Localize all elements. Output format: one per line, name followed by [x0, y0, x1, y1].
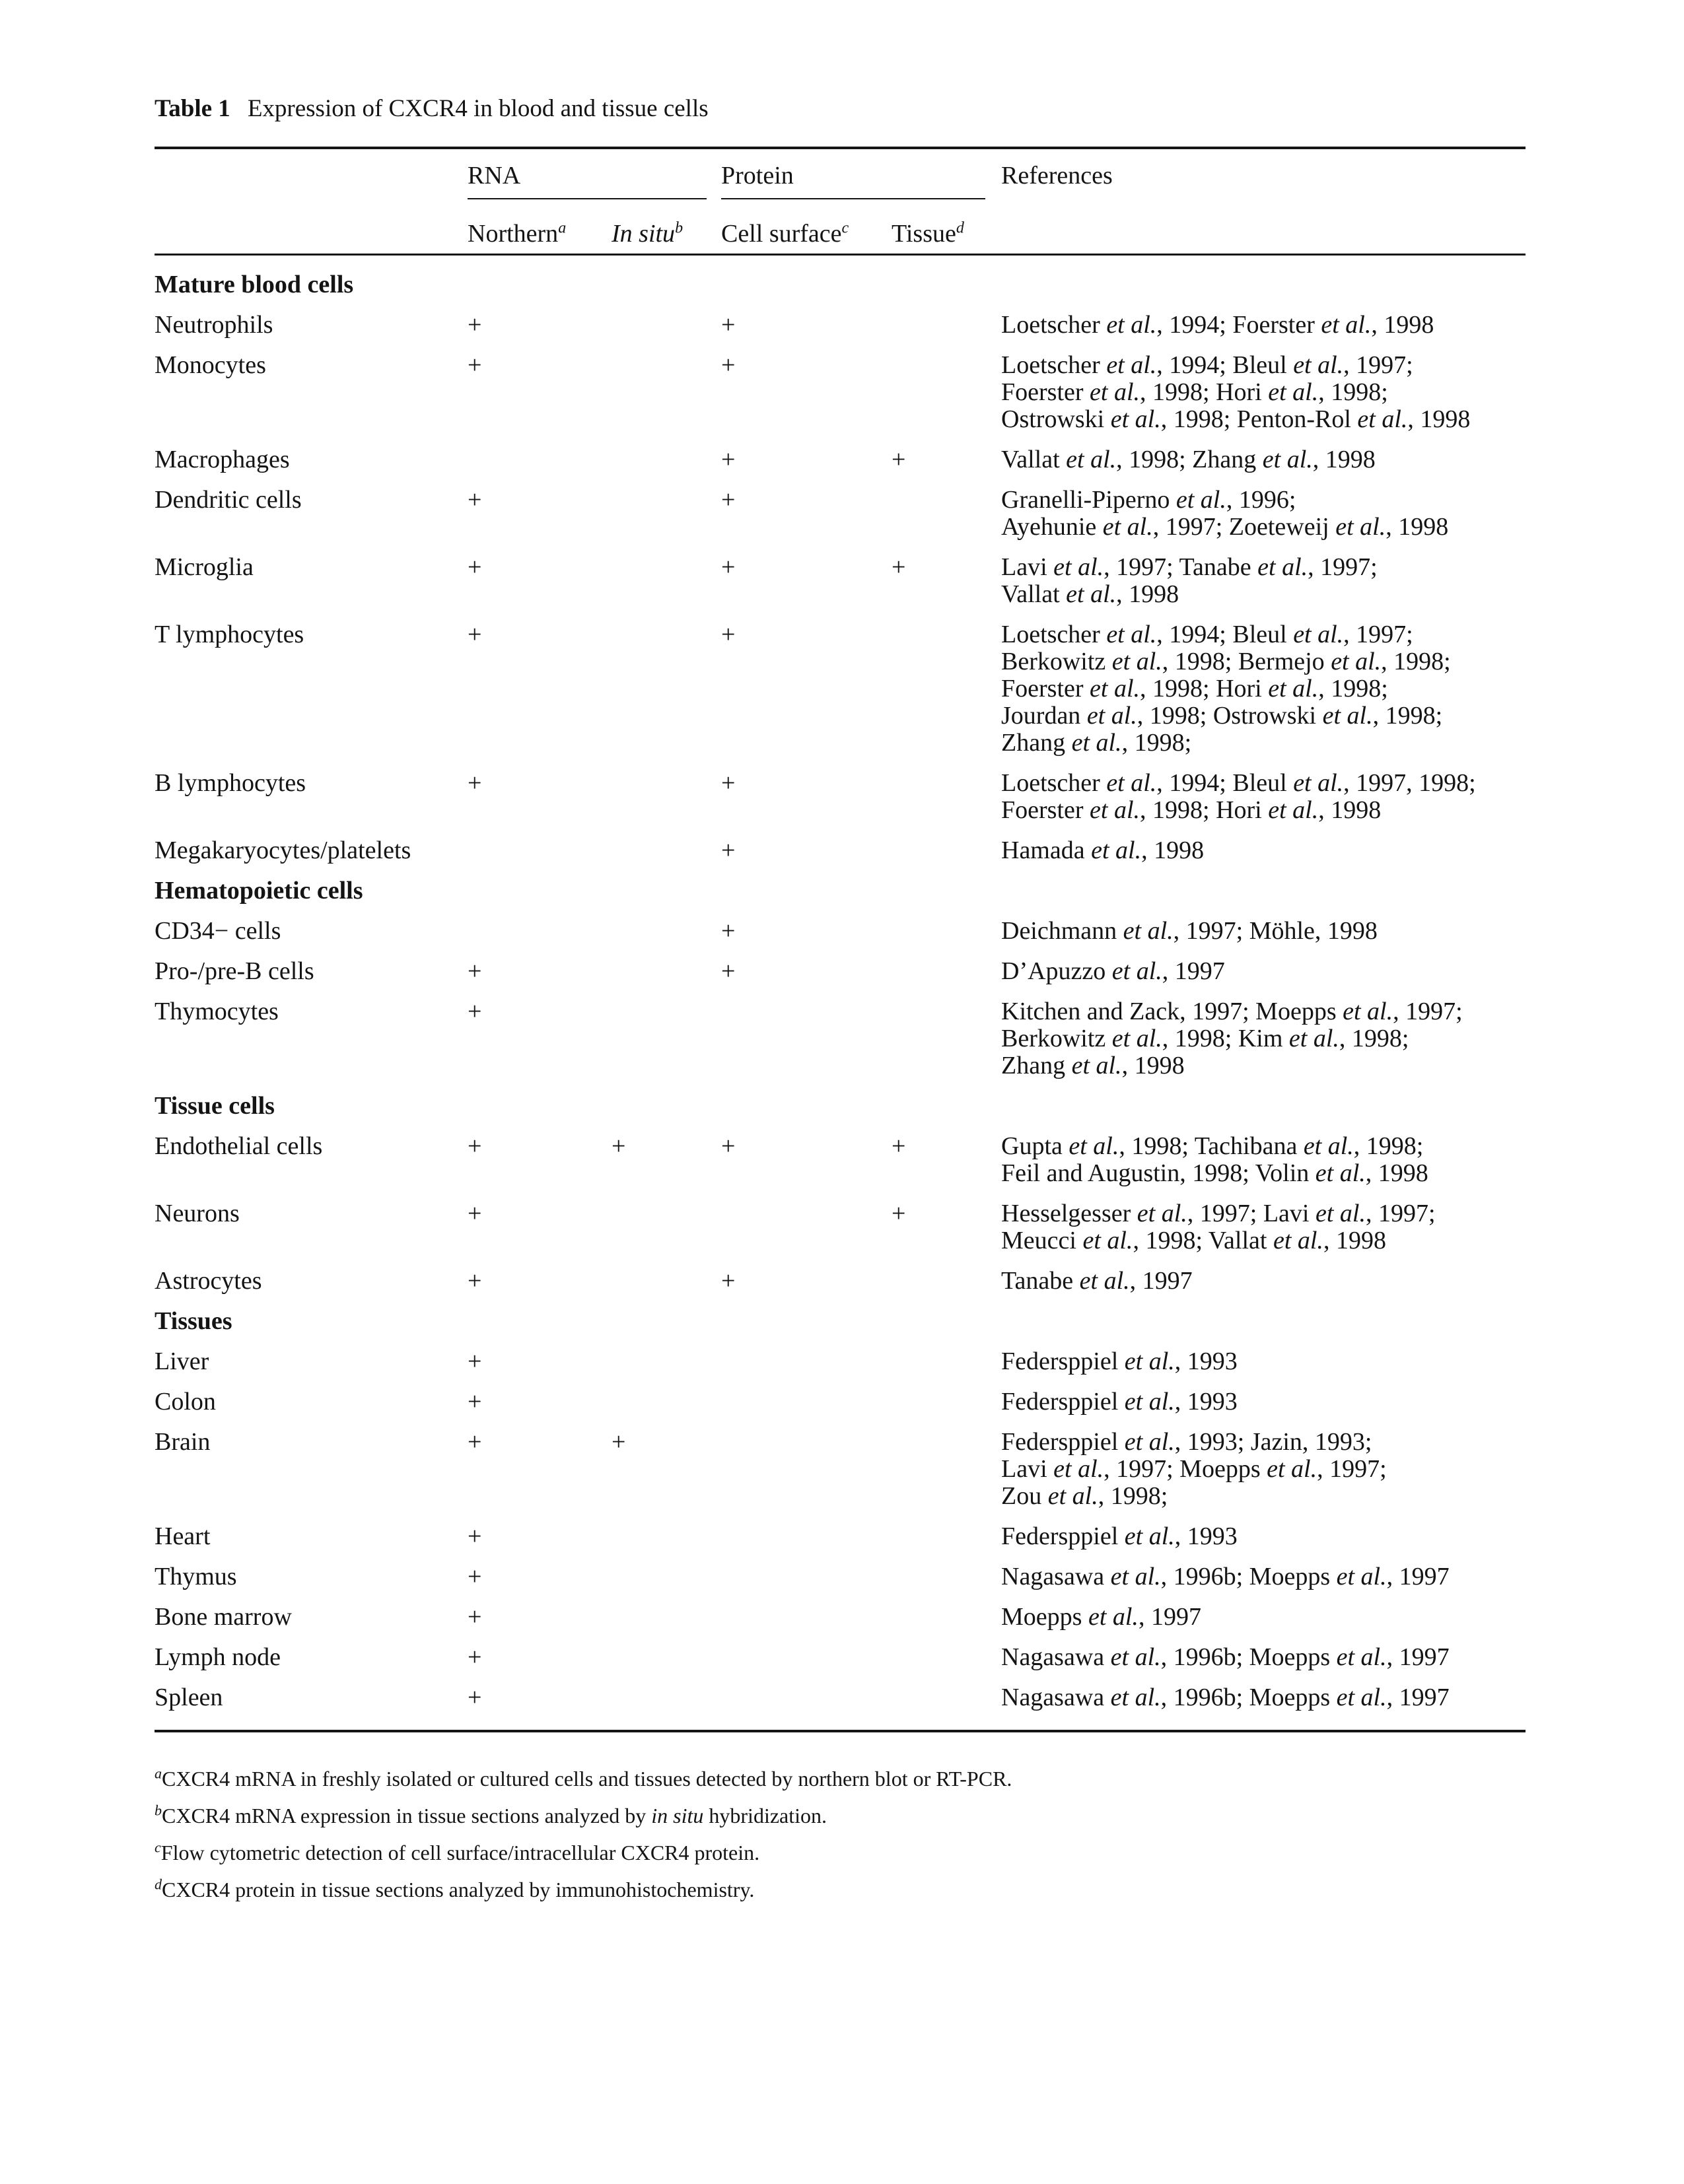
reference-line: Loetscher et al., 1994; Bleul et al., 1997;: [1001, 621, 1413, 648]
cell-type-name: Bone marrow: [155, 1603, 292, 1631]
reference-line: Granelli-Piperno et al., 1996;: [1001, 486, 1296, 514]
reference-line: Zou et al., 1998;: [1001, 1482, 1168, 1510]
reference-line: Berkowitz et al., 1998; Bermejo et al., 1998;: [1001, 648, 1451, 675]
reference-line: Meucci et al., 1998; Vallat et al., 1998: [1001, 1227, 1386, 1254]
header-cell-surface: [721, 201, 892, 255]
cell-type-name: Brain: [155, 1428, 211, 1456]
reference-line: Zhang et al., 1998;: [1001, 729, 1192, 757]
expression-tissue: [892, 1422, 1001, 1517]
reference-line: Moepps et al., 1997: [1001, 1603, 1201, 1631]
expression-northern: +: [468, 1388, 482, 1416]
section-row: [155, 1301, 1526, 1342]
table-caption: [155, 92, 1526, 125]
expression-cell-surface: [721, 1382, 892, 1422]
expression-tissue: [892, 763, 1001, 831]
expression-tissue: [892, 1678, 1001, 1731]
expression-in-situ: [612, 1637, 721, 1678]
expression-tissue: [892, 345, 1001, 440]
expression-northern: +: [468, 1603, 482, 1631]
expression-cell-surface: +: [721, 486, 736, 514]
cell-type-name: B lymphocytes: [155, 769, 306, 797]
footnote-text: Flow cytometric detection of cell surface/intracellular CXCR4 protein.: [160, 1841, 760, 1864]
footnote: [155, 1834, 1526, 1871]
references-cell: [1001, 1382, 1526, 1422]
expression-tissue: [892, 615, 1001, 763]
expression-cell-surface: [721, 1597, 892, 1637]
header-empty: [155, 148, 468, 201]
section-row: [155, 255, 1526, 306]
expression-cell-surface: +: [721, 769, 736, 797]
expression-tissue: [892, 305, 1001, 345]
reference-line: Loetscher et al., 1994; Bleul et al., 1997;: [1001, 351, 1413, 379]
expression-cell-surface: +: [721, 917, 736, 945]
table-row: [155, 1382, 1526, 1422]
section-title: Hematopoietic cells: [155, 877, 363, 904]
table-row: [155, 305, 1526, 345]
header-northern: [468, 201, 612, 255]
cell-type-name: Thymus: [155, 1563, 237, 1590]
footnote-mark: a: [155, 1765, 162, 1782]
expression-cell-surface: [721, 1422, 892, 1517]
expression-tissue: +: [892, 553, 906, 581]
reference-line: Federsppiel et al., 1993: [1001, 1388, 1238, 1416]
header-group-rna: [468, 148, 721, 201]
expression-tissue: [892, 1557, 1001, 1597]
footnote-text: CXCR4 mRNA expression in tissue sections analyzed by in situ hybridization.: [162, 1804, 827, 1827]
cell-type-name: Endothelial cells: [155, 1132, 323, 1160]
expression-in-situ: +: [612, 1428, 626, 1456]
table-row: [155, 480, 1526, 547]
section-title: Mature blood cells: [155, 271, 354, 298]
table-row: [155, 1557, 1526, 1597]
reference-line: Foerster et al., 1998; Hori et al., 1998: [1001, 796, 1382, 824]
cell-type-name: Lymph node: [155, 1643, 281, 1671]
references-cell: [1001, 1126, 1526, 1194]
references-cell: [1001, 1261, 1526, 1301]
expression-cell-surface: [721, 1678, 892, 1731]
table-row: [155, 1194, 1526, 1261]
expression-cell-surface: [721, 1637, 892, 1678]
reference-line: Foerster et al., 1998; Hori et al., 1998;: [1001, 675, 1388, 702]
expression-tissue: +: [892, 446, 906, 473]
reference-line: Gupta et al., 1998; Tachibana et al., 1998;: [1001, 1132, 1424, 1160]
expression-tissue: [892, 951, 1001, 992]
expression-tissue: [892, 1597, 1001, 1637]
reference-line: Federsppiel et al., 1993: [1001, 1348, 1238, 1375]
expression-in-situ: [612, 440, 721, 480]
table-title: Expression of CXCR4 in blood and tissue cells: [247, 95, 709, 122]
expression-northern: +: [468, 1348, 482, 1375]
expression-in-situ: [612, 480, 721, 547]
table-row: [155, 1517, 1526, 1557]
expression-in-situ: +: [612, 1132, 626, 1160]
header-row-methods: [155, 201, 1526, 255]
reference-line: D’Apuzzo et al., 1997: [1001, 957, 1225, 985]
table-row: [155, 951, 1526, 992]
expression-in-situ: [612, 992, 721, 1086]
table-row: [155, 1342, 1526, 1382]
expression-cell-surface: +: [721, 553, 736, 581]
references-cell: [1001, 951, 1526, 992]
cell-type-name: Macrophages: [155, 446, 290, 473]
expression-northern: +: [468, 311, 482, 339]
footnote-text: CXCR4 protein in tissue sections analyzed by immunohistochemistry.: [162, 1878, 755, 1901]
references-cell: [1001, 992, 1526, 1086]
expression-cell-surface: +: [721, 957, 736, 985]
header-cell-surface-sup: c: [841, 219, 849, 237]
expression-cell-surface: +: [721, 621, 736, 648]
footnote: [155, 1797, 1526, 1834]
header-in-situ: [612, 201, 721, 255]
section-row: [155, 871, 1526, 911]
reference-line: Lavi et al., 1997; Moepps et al., 1997;: [1001, 1455, 1387, 1483]
expression-northern: +: [468, 1522, 482, 1550]
table-row: [155, 547, 1526, 615]
expression-tissue: [892, 1342, 1001, 1382]
expression-northern: +: [468, 998, 482, 1025]
table-row: [155, 1126, 1526, 1194]
references-cell: [1001, 1678, 1526, 1731]
expression-tissue: [892, 480, 1001, 547]
references-cell: [1001, 615, 1526, 763]
reference-line: Foerster et al., 1998; Hori et al., 1998;: [1001, 378, 1388, 406]
expression-cell-surface: +: [721, 836, 736, 864]
cell-type-name: Dendritic cells: [155, 486, 302, 514]
references-cell: [1001, 763, 1526, 831]
expression-in-situ: [612, 1194, 721, 1261]
table-row: [155, 911, 1526, 951]
reference-line: Hamada et al., 1998: [1001, 836, 1205, 864]
expression-in-situ: [612, 547, 721, 615]
expression-in-situ: [612, 1342, 721, 1382]
header-row-groups: [155, 148, 1526, 201]
reference-line: Nagasawa et al., 1996b; Moepps et al., 1997: [1001, 1684, 1450, 1711]
section-row: [155, 1086, 1526, 1126]
expression-cell-surface: +: [721, 311, 736, 339]
table-row: [155, 1637, 1526, 1678]
table-row: [155, 1261, 1526, 1301]
header-empty-2: [155, 201, 468, 255]
reference-line: Zhang et al., 1998: [1001, 1052, 1185, 1079]
header-northern-sup: a: [558, 219, 567, 237]
expression-tissue: [892, 911, 1001, 951]
expression-northern: +: [468, 957, 482, 985]
footnotes: [155, 1760, 1526, 1908]
table-body: [155, 255, 1526, 1732]
references-cell: [1001, 547, 1526, 615]
references-cell: [1001, 305, 1526, 345]
reference-line: Loetscher et al., 1994; Foerster et al., 1998: [1001, 311, 1434, 339]
expression-cell-surface: [721, 1557, 892, 1597]
references-cell: [1001, 1597, 1526, 1637]
reference-line: Nagasawa et al., 1996b; Moepps et al., 1997: [1001, 1563, 1450, 1590]
expression-cell-surface: [721, 1517, 892, 1557]
references-cell: [1001, 1557, 1526, 1597]
expression-tissue: +: [892, 1132, 906, 1160]
expression-northern: [468, 911, 612, 951]
header-references: References: [1001, 162, 1113, 189]
expression-in-situ: [612, 1261, 721, 1301]
reference-line: Deichmann et al., 1997; Möhle, 1998: [1001, 917, 1378, 945]
expression-in-situ: [612, 345, 721, 440]
table-row: [155, 440, 1526, 480]
header-tissue-sup: d: [956, 219, 964, 237]
header-group-protein-label: Protein: [721, 161, 985, 199]
expression-northern: +: [468, 553, 482, 581]
cell-type-name: Spleen: [155, 1684, 223, 1711]
expression-northern: [468, 831, 612, 871]
expression-in-situ: [612, 911, 721, 951]
table-row: [155, 1597, 1526, 1637]
footnote-text: CXCR4 mRNA in freshly isolated or cultured cells and tissues detected by northern blot or RT-PCR.: [162, 1767, 1012, 1791]
expression-northern: +: [468, 1200, 482, 1227]
expression-northern: +: [468, 486, 482, 514]
cell-type-name: Monocytes: [155, 351, 266, 379]
expression-tissue: [892, 1261, 1001, 1301]
expression-cell-surface: +: [721, 1267, 736, 1295]
cell-type-name: Astrocytes: [155, 1267, 262, 1295]
references-cell: [1001, 1517, 1526, 1557]
section-title: Tissue cells: [155, 1092, 275, 1120]
header-northern-label: Northern: [468, 220, 559, 248]
expression-northern: +: [468, 1684, 482, 1711]
header-tissue-label: Tissue: [892, 220, 956, 248]
expression-cell-surface: +: [721, 1132, 736, 1160]
header-group-protein: [721, 148, 1001, 201]
expression-northern: +: [468, 351, 482, 379]
expression-in-situ: [612, 1382, 721, 1422]
expression-tissue: +: [892, 1200, 906, 1227]
reference-line: Jourdan et al., 1998; Ostrowski et al., 1998;: [1001, 702, 1443, 730]
table-row: [155, 1678, 1526, 1731]
cxcr4-expression-table: [155, 147, 1526, 1732]
expression-in-situ: [612, 951, 721, 992]
header-cell-surface-label: Cell surface: [721, 220, 842, 248]
references-cell: [1001, 345, 1526, 440]
table-row: [155, 615, 1526, 763]
references-cell: [1001, 1194, 1526, 1261]
expression-in-situ: [612, 1678, 721, 1731]
footnote-mark: d: [155, 1876, 162, 1893]
references-cell: [1001, 831, 1526, 871]
table-row: [155, 763, 1526, 831]
table-header: [155, 148, 1526, 255]
expression-cell-surface: +: [721, 351, 736, 379]
expression-northern: +: [468, 769, 482, 797]
expression-tissue: [892, 831, 1001, 871]
expression-tissue: [892, 1382, 1001, 1422]
reference-line: Ayehunie et al., 1997; Zoeteweij et al., 1998: [1001, 513, 1449, 541]
expression-tissue: [892, 992, 1001, 1086]
reference-line: Vallat et al., 1998; Zhang et al., 1998: [1001, 446, 1376, 473]
footnote: [155, 1760, 1526, 1797]
reference-line: Nagasawa et al., 1996b; Moepps et al., 1997: [1001, 1643, 1450, 1671]
cell-type-name: CD34− cells: [155, 917, 281, 945]
header-group-rna-label: RNA: [468, 161, 707, 199]
expression-in-situ: [612, 615, 721, 763]
reference-line: Ostrowski et al., 1998; Penton-Rol et al., 1998: [1001, 405, 1471, 433]
footnote-mark: b: [155, 1802, 162, 1819]
expression-cell-surface: [721, 992, 892, 1086]
expression-cell-surface: [721, 1194, 892, 1261]
table-row: [155, 345, 1526, 440]
expression-northern: +: [468, 1563, 482, 1590]
cell-type-name: Microglia: [155, 553, 254, 581]
expression-in-situ: [612, 1557, 721, 1597]
expression-in-situ: [612, 763, 721, 831]
header-in-situ-label: In situ: [612, 220, 676, 248]
cell-type-name: Heart: [155, 1522, 211, 1550]
references-cell: [1001, 1637, 1526, 1678]
references-cell: [1001, 440, 1526, 480]
reference-line: Berkowitz et al., 1998; Kim et al., 1998;: [1001, 1025, 1409, 1052]
header-empty-3: [1001, 201, 1526, 255]
expression-northern: +: [468, 1643, 482, 1671]
reference-line: Kitchen and Zack, 1997; Moepps et al., 1997;: [1001, 998, 1463, 1025]
section-title: Tissues: [155, 1307, 232, 1335]
expression-northern: +: [468, 621, 482, 648]
expression-northern: +: [468, 1428, 482, 1456]
expression-cell-surface: +: [721, 446, 736, 473]
cell-type-name: T lymphocytes: [155, 621, 304, 648]
reference-line: Vallat et al., 1998: [1001, 580, 1179, 608]
cell-type-name: Neutrophils: [155, 311, 273, 339]
expression-tissue: [892, 1517, 1001, 1557]
reference-line: Hesselgesser et al., 1997; Lavi et al., 1997;: [1001, 1200, 1436, 1227]
references-cell: [1001, 911, 1526, 951]
references-cell: [1001, 480, 1526, 547]
footnote: [155, 1871, 1526, 1908]
reference-line: Federsppiel et al., 1993: [1001, 1522, 1238, 1550]
expression-tissue: [892, 1637, 1001, 1678]
table-row: [155, 1422, 1526, 1517]
table-row: [155, 831, 1526, 871]
cell-type-name: Pro-/pre-B cells: [155, 957, 314, 985]
reference-line: Loetscher et al., 1994; Bleul et al., 1997, 1998;: [1001, 769, 1476, 797]
references-cell: [1001, 1422, 1526, 1517]
header-tissue: [892, 201, 1001, 255]
expression-in-situ: [612, 305, 721, 345]
table-row: [155, 992, 1526, 1086]
expression-in-situ: [612, 831, 721, 871]
expression-northern: +: [468, 1267, 482, 1295]
reference-line: Tanabe et al., 1997: [1001, 1267, 1193, 1295]
expression-in-situ: [612, 1517, 721, 1557]
footnote-mark: c: [155, 1839, 161, 1856]
expression-cell-surface: [721, 1342, 892, 1382]
cell-type-name: Megakaryocytes/platelets: [155, 836, 411, 864]
reference-line: Lavi et al., 1997; Tanabe et al., 1997;: [1001, 553, 1378, 581]
references-cell: [1001, 1342, 1526, 1382]
reference-line: Feil and Augustin, 1998; Volin et al., 1998: [1001, 1159, 1428, 1187]
expression-northern: [468, 440, 612, 480]
table-label: Table 1: [155, 95, 230, 122]
reference-line: Federsppiel et al., 1993; Jazin, 1993;: [1001, 1428, 1372, 1456]
expression-northern: +: [468, 1132, 482, 1160]
cell-type-name: Neurons: [155, 1200, 240, 1227]
table-page: [155, 92, 1526, 1908]
cell-type-name: Colon: [155, 1388, 216, 1416]
cell-type-name: Liver: [155, 1348, 209, 1375]
cell-type-name: Thymocytes: [155, 998, 279, 1025]
expression-in-situ: [612, 1597, 721, 1637]
header-in-situ-sup: b: [675, 219, 684, 237]
